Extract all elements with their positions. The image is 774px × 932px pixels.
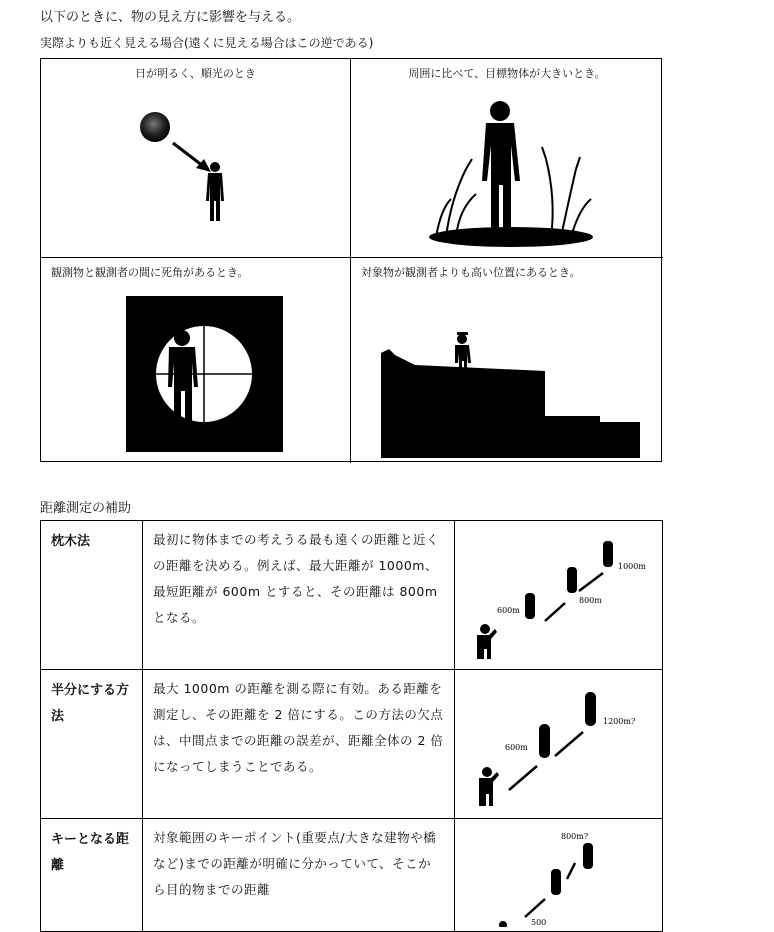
method-figure [455,670,663,819]
method-name: 半分にする方法 [41,670,143,819]
method-description: 対象範囲のキーポイント(重要点/大きな建物や橋など)までの距離が明確に分かっていて、そこから目的物までの距離 [143,819,455,932]
arrow-icon [173,143,203,166]
observer-icon [479,767,499,806]
crosstie-diagram [455,521,661,665]
large-person-icon [482,101,520,235]
condition-caption: 対象物が観測者よりも高い位置にあるとき。 [361,266,581,279]
figure-label: 1200m? [603,717,636,726]
intro-text: 以下のときに、物の見え方に影響を与える。 [40,10,301,25]
sun-icon [140,112,170,142]
table-row [41,521,663,670]
subtitle-text: 実際よりも近く見える場合(遠くに見える場合はこの逆である) [40,36,374,50]
elevated-terrain-illustration [351,258,662,462]
table-row [41,670,663,819]
condition-caption: 観測物と観測者の間に死角があるとき。 [51,266,249,279]
large-person-grass-illustration [351,59,662,257]
method-figure [455,819,663,932]
figure-label: 800m [579,596,602,605]
method-description: 最初に物体までの考えうる最も遠くの距離と近くの距離を決める。例えば、最大距離が 1000m、最短距離が 600m とすると、その距離は 800m となる。 [143,521,455,670]
table-row [41,819,663,932]
conditions-grid [40,58,662,462]
sun-person-illustration [41,59,350,257]
figure-label: 800m? [561,832,589,841]
observer-icon [477,624,497,659]
condition-cell-higher-position [351,258,663,463]
figure-label: 1000m [618,562,646,571]
halving-diagram [455,670,661,814]
condition-caption: 周囲に比べて、目標物体が大きいとき。 [408,67,606,80]
observer-icon [499,921,507,927]
distance-aid-table [40,520,663,932]
scope-view-illustration [41,258,350,462]
method-name: 枕木法 [41,521,143,670]
condition-caption: 日が明るく、順光のとき [135,67,256,80]
person-icon [455,332,471,371]
method-description: 最大 1000m の距離を測る際に有効。ある距離を測定し、その距離を 2 倍にする。この方法の欠点は、中間点までの距離の誤差が、距離全体の 2 倍になってしまうことである。 [143,670,455,819]
key-distance-diagram [455,819,661,927]
method-figure [455,521,663,670]
figure-label: 600m [497,606,520,615]
condition-cell-bright-sun [41,59,351,258]
cliff-shape [381,349,640,458]
section-title: 距離測定の補助 [40,501,132,516]
condition-cell-blind-spot [41,258,351,463]
method-name: キーとなる距離 [41,819,143,932]
figure-label: 600m [505,743,528,752]
figure-label: 500 [531,918,547,927]
condition-cell-large-object [351,59,663,258]
